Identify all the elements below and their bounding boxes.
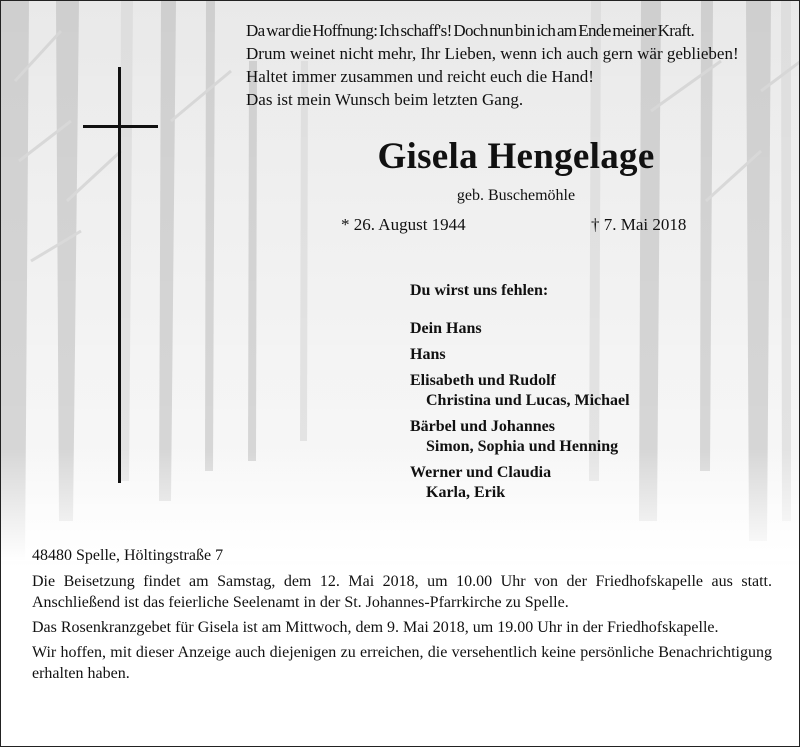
mourner-group xyxy=(410,371,630,411)
birth-date: * 26. August 1944 xyxy=(341,215,466,234)
verse-line: Haltet immer zusammen und reicht euch die Hand! xyxy=(246,67,594,86)
mourner-group xyxy=(410,463,630,503)
death-date: † 7. Mai 2018 xyxy=(591,215,687,234)
memorial-verse xyxy=(246,19,739,111)
verse-line: Das ist mein Wunsch beim letzten Gang. xyxy=(246,90,524,109)
mourner-children: Christina und Lucas, Michael xyxy=(426,392,630,409)
mourner-group xyxy=(410,417,630,457)
mourners-list xyxy=(410,281,630,509)
address: 48480 Spelle, Höltingstraße 7 xyxy=(32,547,224,564)
mourner-name: Werner und Claudia xyxy=(410,464,552,481)
closing-note: Wir hoffen, mit dieser Anzeige auch diejenigen zu erreichen, die versehentlich keine persönliche Benachrichtigung erhalten haben. xyxy=(32,644,772,682)
verse-line: Da war die Hoffnung: Ich schaff's! Doch nun bin ich am Ende meiner Kraft. xyxy=(246,21,695,40)
mourner-children: Simon, Sophia und Henning xyxy=(426,438,619,455)
mourner-name: Elisabeth und Rudolf xyxy=(410,372,556,389)
birth-name: geb. Buschemöhle xyxy=(456,187,576,204)
funeral-details: Die Beisetzung findet am Samstag, dem 12. Mai 2018, um 10.00 Uhr von der Friedhofskapelle aus statt. Anschließend ist das feierliche Seelenamt in der St. Johannes-Pfarrkirche zu Spelle. xyxy=(32,573,772,611)
funeral-information xyxy=(32,545,772,688)
mourners-heading: Du wirst uns fehlen: xyxy=(410,282,549,299)
mourner-children: Karla, Erik xyxy=(426,484,506,501)
mourner-group xyxy=(410,345,630,365)
verse-line: Drum weinet nicht mehr, Ihr Lieben, wenn ich auch gern wär geblieben! xyxy=(246,44,739,63)
mourner-group xyxy=(410,319,630,339)
deceased-name: Gisela Hengelage xyxy=(377,136,655,177)
rosary-details: Das Rosenkranzgebet für Gisela ist am Mittwoch, dem 9. Mai 2018, um 19.00 Uhr in der Friedhofskapelle. xyxy=(32,619,719,636)
cross-vertical-beam xyxy=(118,67,121,483)
mourner-name: Bärbel und Johannes xyxy=(410,418,555,435)
cross-horizontal-beam xyxy=(83,125,158,128)
mourner-name: Hans xyxy=(410,346,446,363)
mourner-name: Dein Hans xyxy=(410,320,482,337)
